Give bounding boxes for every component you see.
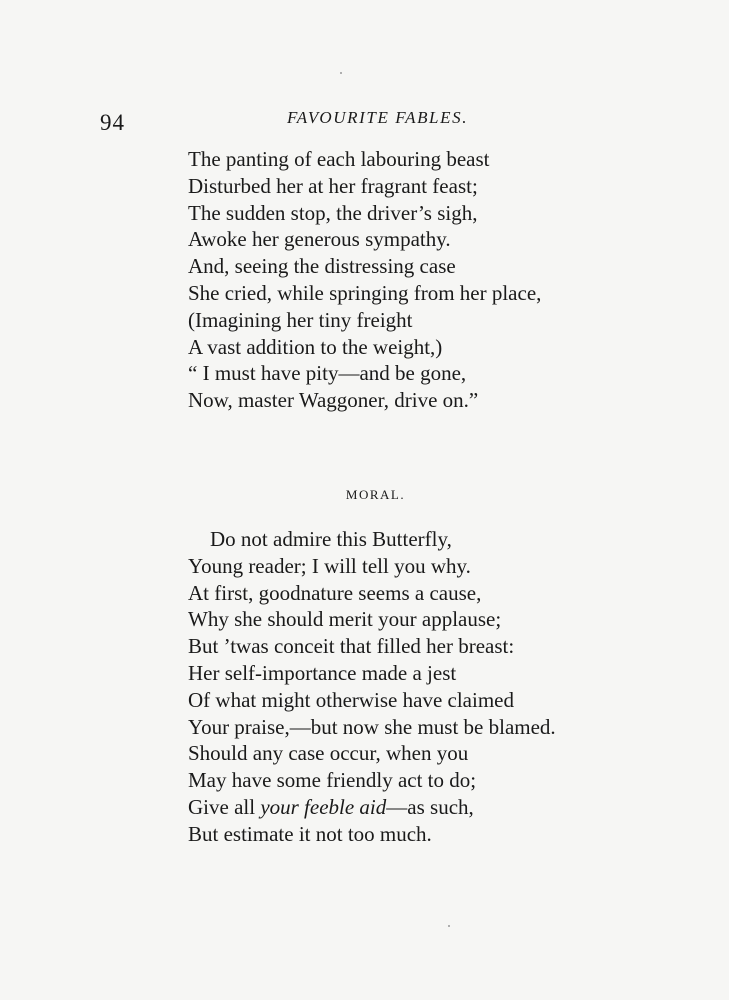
poem-line: Do not admire this Butterfly,	[210, 527, 452, 551]
page-number: 94	[100, 110, 125, 135]
poem-line: Her self-importance made a jest	[188, 660, 457, 685]
poem-line-with-italic	[188, 794, 556, 821]
poem-line: “ I must have pity—and be gone,	[188, 361, 467, 386]
poem-line: At first, goodnature seems a cause,	[188, 580, 482, 605]
line-text: Give all	[188, 794, 261, 819]
poem-line: Your praise,—but now she must be blamed.	[188, 714, 556, 739]
poem-line: The sudden stop, the driver’s sigh,	[188, 200, 478, 225]
poem-line: Young reader; I will tell you why.	[188, 553, 471, 578]
moral-heading: MORAL.	[345, 487, 406, 502]
poem-line: And, seeing the distressing case	[188, 254, 456, 279]
poem-line: But ’twas conceit that filled her breast:	[188, 634, 515, 659]
poem-line: Should any case occur, when you	[188, 741, 469, 766]
poem-line: The panting of each labouring beast	[188, 147, 490, 171]
poem-line: Now, master Waggoner, drive on.”	[188, 388, 479, 413]
poem-line: Disturbed her at her fragrant feast;	[188, 173, 478, 198]
poem-line: But estimate it not too much.	[188, 821, 432, 846]
poem-line: May have some friendly act to do;	[188, 768, 477, 793]
poem-line: (Imagining her tiny freight	[188, 307, 413, 332]
paper-speck	[448, 925, 450, 927]
line-text: —as such,	[386, 794, 474, 819]
paper-speck	[340, 72, 342, 74]
poem-stanza	[188, 146, 541, 414]
poem-line: Awoke her generous sympathy.	[188, 227, 451, 252]
moral-stanza	[188, 526, 556, 848]
poem-line: Of what might otherwise have claimed	[188, 687, 514, 712]
running-head: FAVOURITE FABLES.	[287, 108, 469, 127]
poem-line: She cried, while springing from her place,	[188, 280, 542, 305]
italic-phrase: your feeble aid	[260, 794, 387, 819]
poem-line: Why she should merit your applause;	[188, 607, 502, 632]
poem-line: A vast addition to the weight,)	[188, 334, 443, 359]
